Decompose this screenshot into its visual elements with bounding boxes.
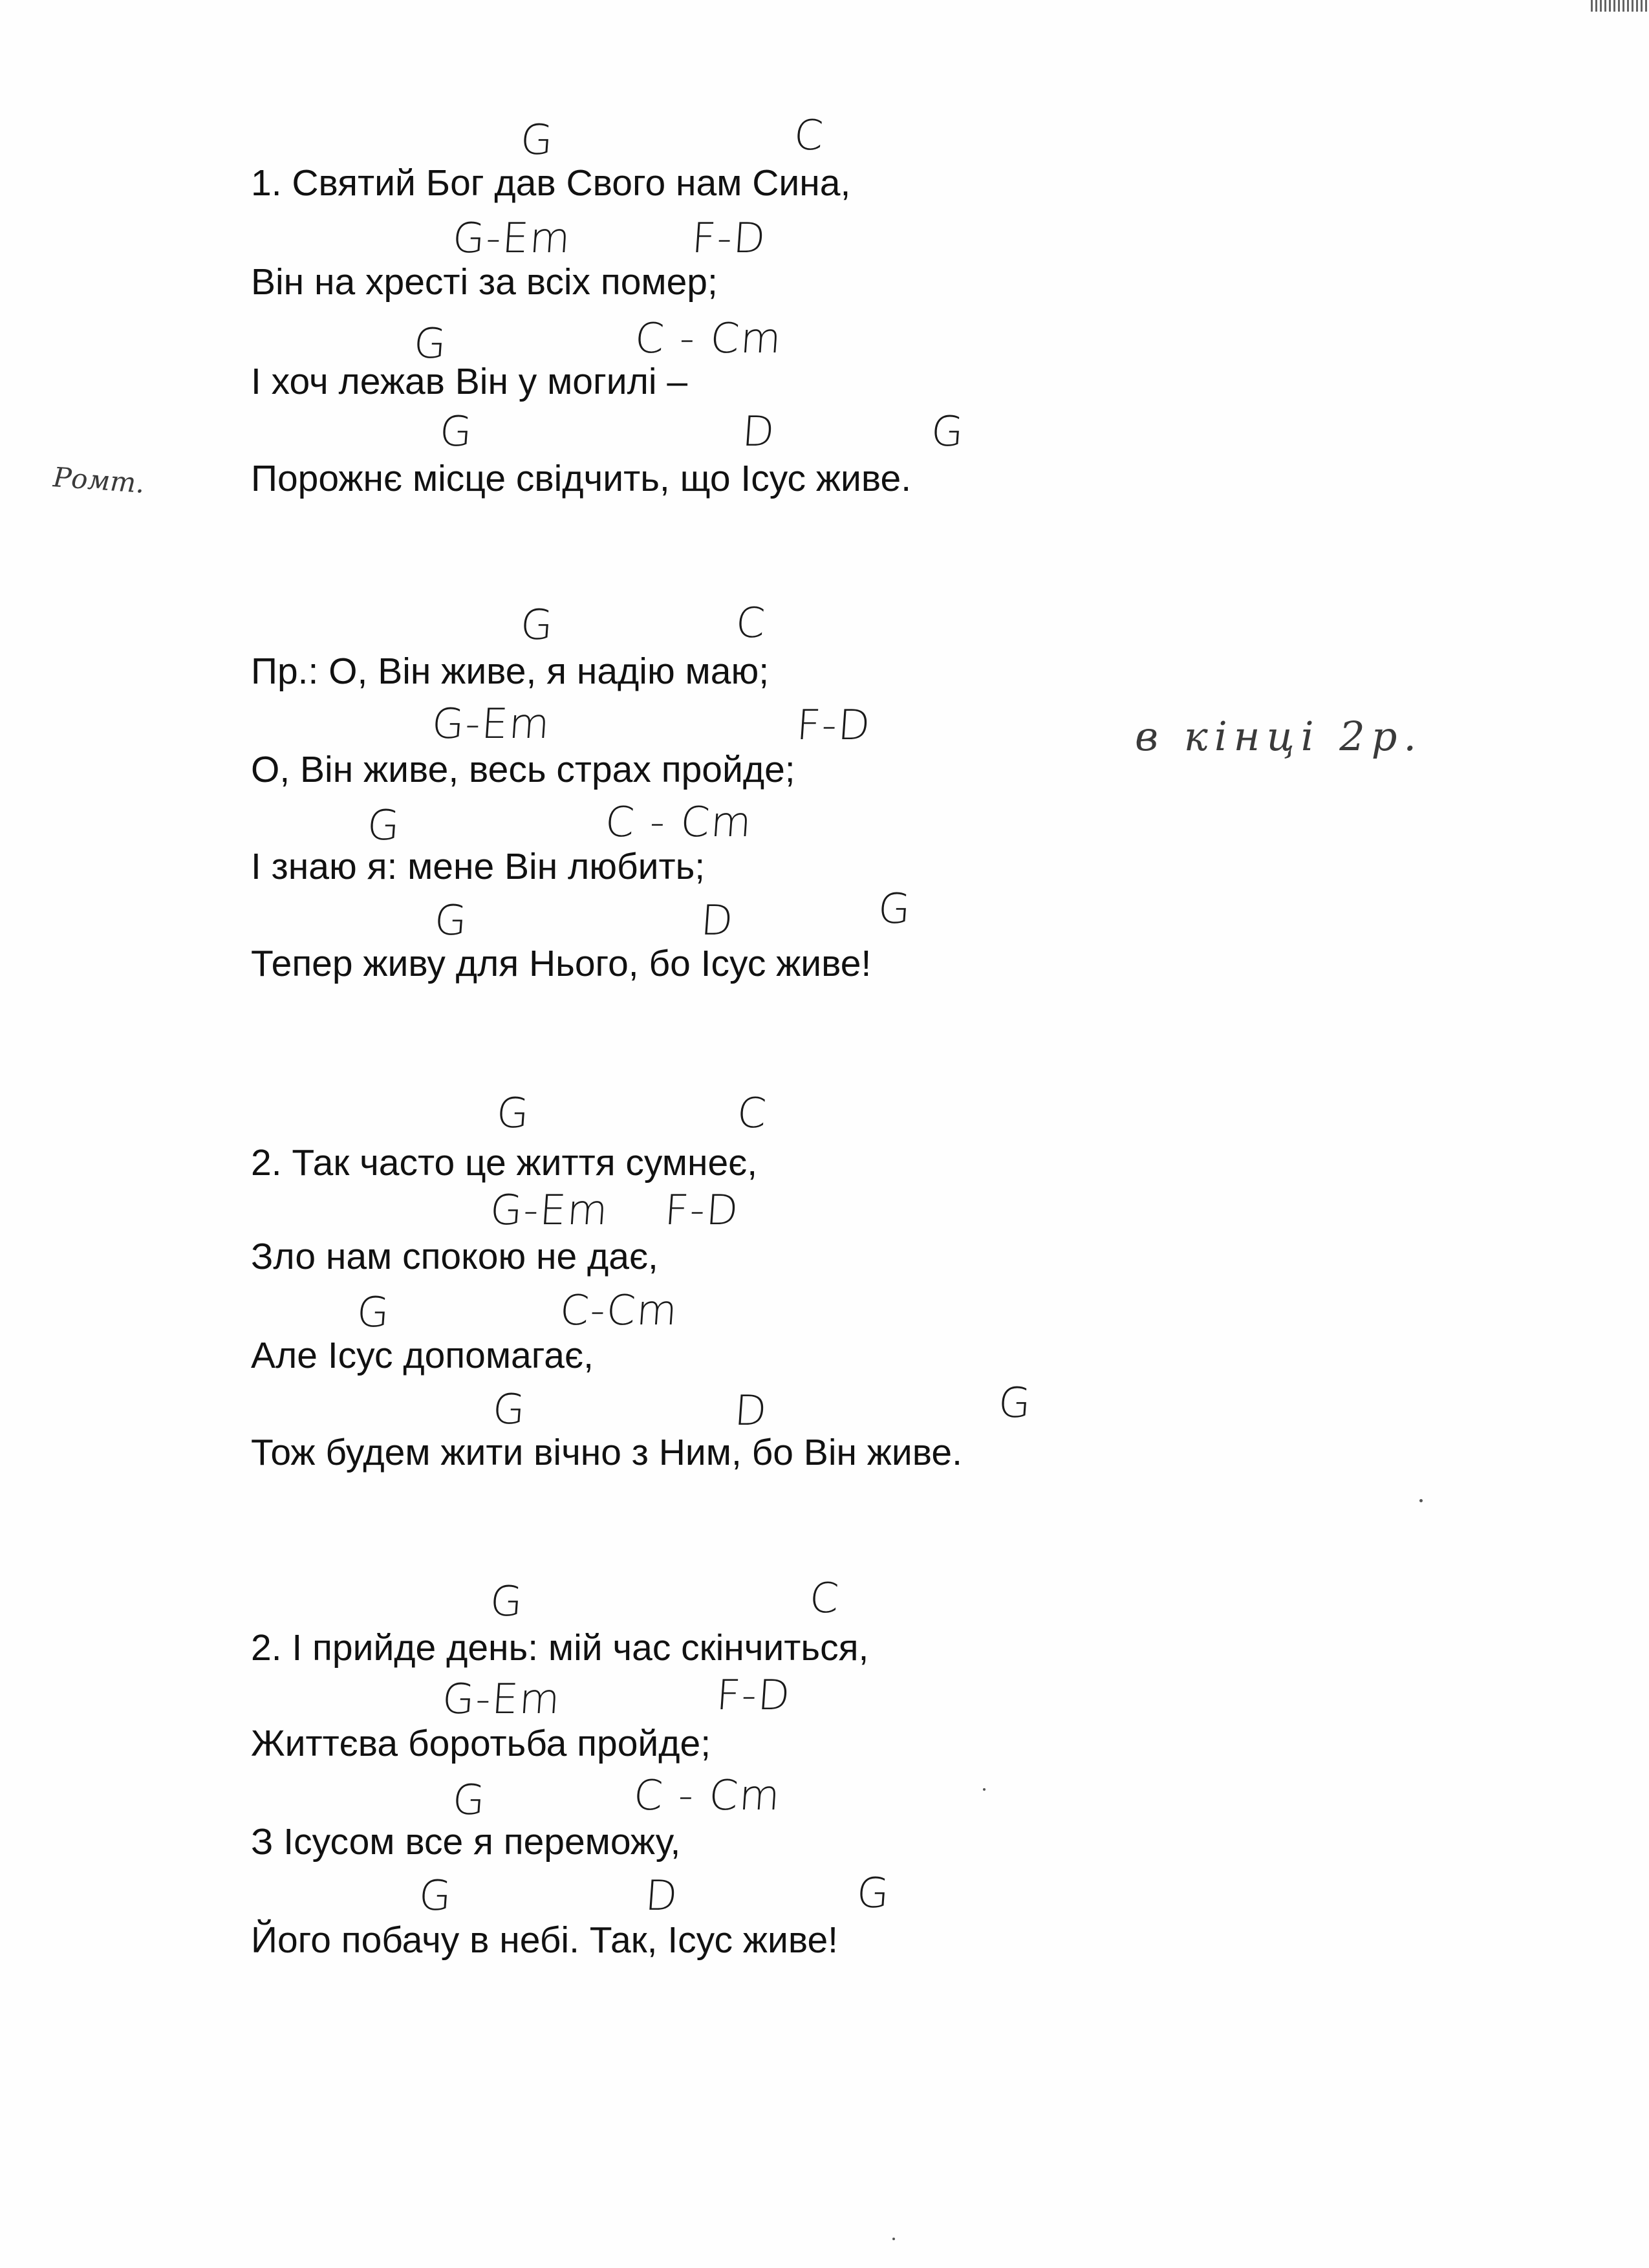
- chord: G: [519, 601, 556, 649]
- margin-note-left: Ромт.: [52, 461, 146, 499]
- scan-edge-artifact: [1591, 0, 1649, 12]
- chord: C - Cm: [603, 799, 755, 847]
- chord: C - Cm: [632, 1772, 783, 1820]
- chord: G-Em: [440, 1676, 563, 1723]
- chord: G-Em: [488, 1187, 611, 1235]
- chord: C - Cm: [633, 315, 784, 363]
- chord: G: [929, 408, 967, 456]
- chord: G-Em: [451, 215, 574, 263]
- chord: G: [355, 1289, 393, 1337]
- chord: C: [734, 599, 768, 647]
- lyric-line: І знаю я: мене Він любить;: [251, 846, 706, 887]
- chord: G: [519, 116, 556, 164]
- lyric-line: Тож будем жити вічно з Ним, бо Він живе.: [251, 1432, 962, 1473]
- chord: G: [495, 1090, 532, 1138]
- chord: G: [417, 1872, 455, 1920]
- margin-note-right: в кінці 2р.: [1135, 713, 1423, 760]
- chord: G: [997, 1379, 1034, 1427]
- lyric-line: Він на хресті за всіх помер;: [251, 261, 718, 303]
- chord: G-Em: [430, 700, 553, 748]
- chord: C: [735, 1090, 770, 1138]
- lyric-line: О, Він живе, весь страх пройде;: [251, 749, 795, 790]
- lyric-line: Тепер живу для Нього, бо Ісус живе!: [251, 943, 872, 984]
- chord: G: [433, 897, 470, 945]
- chord: D: [740, 408, 777, 456]
- scan-speck: [983, 1788, 986, 1791]
- chord: G: [855, 1870, 892, 1917]
- lyric-line: З Ісусом все я переможу,: [251, 1821, 681, 1863]
- lyric-line: 2. І прийде день: мій час скінчиться,: [251, 1627, 869, 1669]
- chord: D: [733, 1387, 770, 1435]
- chord: C: [792, 112, 826, 160]
- lyric-line: 1. Святий Бог дав Свого нам Сина,: [251, 162, 851, 204]
- chord: G: [491, 1386, 528, 1434]
- chord: C: [808, 1575, 842, 1623]
- chord: F-D: [663, 1187, 741, 1235]
- chord: F-D: [690, 215, 768, 263]
- chord: G: [876, 885, 914, 933]
- lyric-line: Його побачу в небі. Так, Ісус живе!: [251, 1919, 839, 1961]
- lyric-line: І хоч лежав Він у могилі –: [251, 361, 688, 402]
- scan-speck: [892, 2238, 895, 2240]
- scan-speck: [1419, 1499, 1423, 1502]
- lyric-line: Зло нам спокою не дає,: [251, 1236, 658, 1277]
- chord: F-D: [715, 1672, 793, 1720]
- lyric-line: Але Ісус допомагає,: [251, 1335, 594, 1376]
- lyric-line: Життєва боротьба пройде;: [251, 1723, 711, 1764]
- chord: G: [365, 802, 403, 850]
- lyric-line: Пр.: О, Він живе, я надію маю;: [251, 651, 770, 692]
- chord: G: [451, 1777, 488, 1824]
- lyric-line: 2. Так часто це життя сумнеє,: [251, 1142, 758, 1183]
- chord: C-Cm: [558, 1287, 680, 1335]
- chord: G: [488, 1578, 526, 1626]
- lyric-line: Порожнє місце свідчить, що Ісус живе.: [251, 458, 912, 499]
- chord: D: [643, 1872, 680, 1920]
- chord: G: [412, 320, 449, 368]
- chord: F-D: [795, 702, 873, 750]
- chord: D: [699, 897, 736, 945]
- chord: G: [438, 408, 475, 456]
